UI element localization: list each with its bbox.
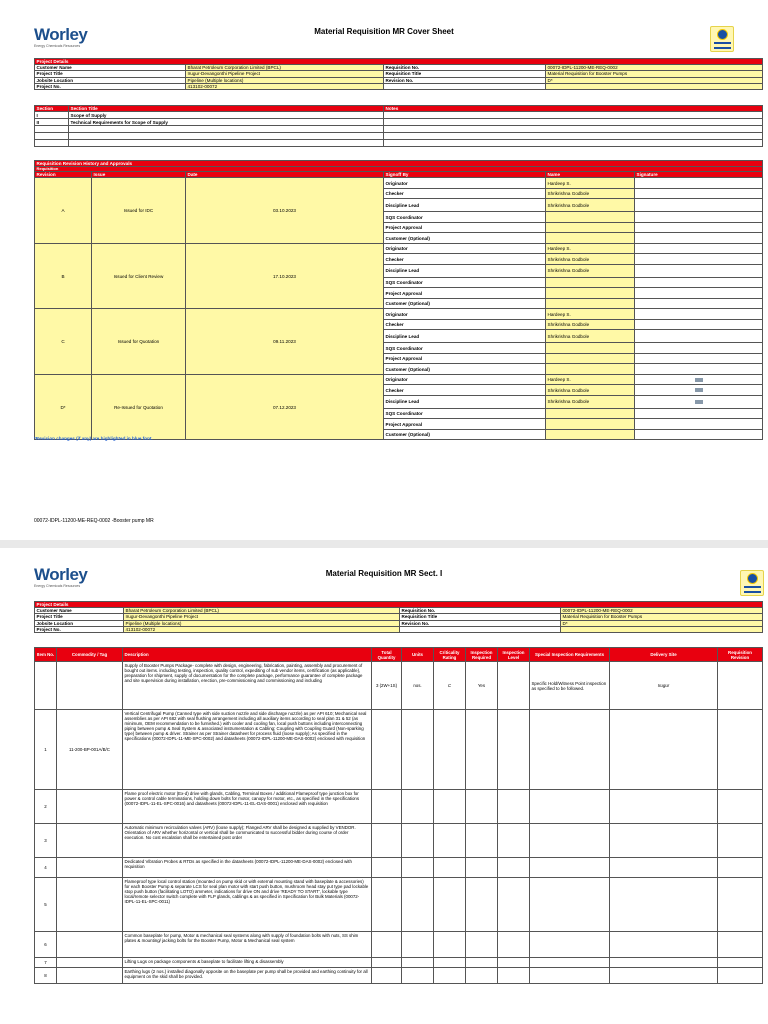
- section-row: [35, 126, 763, 133]
- signature-cell: [635, 353, 763, 364]
- item-delivery-site: [610, 932, 718, 958]
- item-special-inspection: [530, 958, 610, 968]
- item-units: [402, 824, 434, 858]
- revision-date: 09.11.2023: [186, 309, 384, 375]
- item-tag: [57, 958, 123, 968]
- item-inspection-required: [466, 968, 498, 984]
- revision-history-table: [34, 160, 763, 440]
- detail-label-2: Revision No.: [384, 77, 546, 83]
- page-title: Material Requisition MR Cover Sheet: [314, 27, 454, 36]
- signature-image-icon: [695, 378, 703, 382]
- item-inspection-level: [498, 790, 530, 824]
- signoff-role: SQS Coordinator: [384, 343, 546, 354]
- item-criticality: C: [434, 662, 466, 710]
- signature-cell: [635, 343, 763, 354]
- signature-cell: [635, 288, 763, 299]
- revision-code: B: [35, 243, 92, 309]
- item-tag: 11-200-BP-001A/B/C: [57, 710, 123, 790]
- inspection-level-col-header: Inspection Level: [498, 648, 530, 662]
- signoff-name: Hardeep S.: [546, 374, 635, 385]
- revision-code: D*: [35, 374, 92, 440]
- detail-value-2: D*: [561, 620, 763, 626]
- signoff-role: Project Approval: [384, 288, 546, 299]
- signoff-role: Discipline Lead: [384, 264, 546, 277]
- signoff-name: [546, 277, 635, 288]
- page-separator: [0, 540, 768, 548]
- signature-cell: [635, 298, 763, 309]
- signature-cell: [635, 264, 763, 277]
- item-delivery-site: [610, 710, 718, 790]
- signoff-role: Customer (Optional): [384, 429, 546, 440]
- qty-col-header: Total Quantity: [372, 648, 402, 662]
- item-delivery-site: [610, 790, 718, 824]
- signoff-name: [546, 288, 635, 299]
- section-title: Scope of Supply: [69, 112, 384, 119]
- history-header: Requisition Revision History and Approvals: [35, 161, 763, 167]
- section-notes: [384, 140, 763, 147]
- item-quantity: [372, 858, 402, 878]
- signoff-name: [546, 429, 635, 440]
- worley-logo-p2: Worley Energy Chemicals Resources: [34, 565, 88, 588]
- detail-value: Pipeline (Multiple locations): [186, 77, 384, 83]
- revision-code: C: [35, 309, 92, 375]
- signature-cell: [635, 212, 763, 223]
- issue-col-header-visible: Issue: [92, 172, 186, 178]
- item-number: 6: [35, 932, 57, 958]
- requisition-revision-col-header: Requisition Revision: [718, 648, 763, 662]
- units-col-header: Units: [402, 648, 434, 662]
- scope-item-row: [35, 968, 763, 984]
- item-description: Automatic minimum recirculation valves (ARV) (loose supply); Flanged ARV shall be designed & supplied by VENDOR. Orientation of ARV whether horizontal or vertical shall be communicated to successful bidder during course of order execution. No cost escalation shall be entertained post order: [123, 824, 372, 858]
- signoff-row: [35, 243, 763, 254]
- section-row: [35, 119, 763, 126]
- item-description: Dedicated Vibration Probes & RTDs as specified in the datasheets (00072-IDPL-11200-ME-DAS-0002) enclosed with requisition: [123, 858, 372, 878]
- special-inspection-col-header: Special Inspection Requirements: [530, 648, 610, 662]
- signature-cell: [635, 233, 763, 244]
- item-delivery-site: [610, 824, 718, 858]
- item-quantity: [372, 958, 402, 968]
- item-inspection-level: [498, 858, 530, 878]
- detail-label-2: Revision No.: [400, 620, 561, 626]
- item-revision: [718, 710, 763, 790]
- detail-label: Customer Name: [35, 608, 124, 614]
- item-inspection-required: [466, 932, 498, 958]
- item-delivery-site: Irugur: [610, 662, 718, 710]
- signature-cell: [635, 374, 763, 385]
- p2-project-details-header: Project Details: [35, 602, 763, 608]
- section-col-header: Section: [35, 106, 69, 112]
- commodity-col-header: Commodity / Tag: [57, 648, 123, 662]
- detail-value-2: 00072-IDPL-11200-ME-REQ-0002: [561, 608, 763, 614]
- signoff-role: Discipline Lead: [384, 395, 546, 408]
- detail-value-2: [546, 83, 763, 89]
- signature-cell: [635, 330, 763, 343]
- item-units: [402, 968, 434, 984]
- signoff-role: Customer (Optional): [384, 233, 546, 244]
- signoff-role: SQS Coordinator: [384, 277, 546, 288]
- detail-label: Project No.: [35, 83, 186, 89]
- item-inspection-required: [466, 878, 498, 932]
- detail-label: Customer Name: [35, 65, 186, 71]
- item-criticality: [434, 710, 466, 790]
- detail-label: Jobsite Location: [35, 620, 124, 626]
- item-tag: [57, 790, 123, 824]
- signoff-col-header: Signoff By: [384, 172, 546, 178]
- item-special-inspection: [530, 968, 610, 984]
- signature-cell: [635, 395, 763, 408]
- section-title: [69, 126, 384, 133]
- item-special-inspection: [530, 710, 610, 790]
- signoff-row: [35, 178, 763, 189]
- signoff-role: Discipline Lead: [384, 199, 546, 212]
- item-inspection-required: [466, 824, 498, 858]
- scope-item-row: [35, 858, 763, 878]
- item-quantity: [372, 710, 402, 790]
- item-number: 2: [35, 790, 57, 824]
- signoff-name: [546, 364, 635, 375]
- notes-col-header: Notes: [384, 106, 763, 112]
- revision-issue: Issued for Client Review: [92, 243, 186, 309]
- detail-label-2: Requisition Title: [384, 71, 546, 77]
- sections-table: [34, 105, 763, 147]
- item-inspection-level: [498, 932, 530, 958]
- signature-cell: [635, 364, 763, 375]
- signoff-role: Originator: [384, 309, 546, 320]
- item-tag: [57, 662, 123, 710]
- signature-cell: [635, 188, 763, 199]
- item-special-inspection: [530, 932, 610, 958]
- item-inspection-required: Yes: [466, 662, 498, 710]
- signoff-role: Project Approval: [384, 419, 546, 430]
- item-quantity: [372, 878, 402, 932]
- signoff-row: [35, 309, 763, 320]
- signature-cell: [635, 222, 763, 233]
- signoff-name: Shrikrishna Godbole: [546, 319, 635, 330]
- signoff-name: Hardeep S.: [546, 178, 635, 189]
- detail-label: Project Title: [35, 614, 124, 620]
- detail-label: Project No.: [35, 626, 124, 632]
- detail-value: 413102-00072: [124, 626, 400, 632]
- item-tag: [57, 824, 123, 858]
- item-special-inspection: [530, 824, 610, 858]
- item-units: [402, 858, 434, 878]
- signature-cell: [635, 243, 763, 254]
- revision-date: 17.10.2023: [186, 243, 384, 309]
- item-number: [35, 662, 57, 710]
- item-criticality: [434, 858, 466, 878]
- signature-cell: [635, 429, 763, 440]
- section-notes: [384, 112, 763, 119]
- item-criticality: [434, 824, 466, 858]
- revision-date: 07.12.2023: [186, 374, 384, 440]
- signoff-role: Project Approval: [384, 222, 546, 233]
- item-revision: [718, 824, 763, 858]
- detail-value: Bharat Petroleum Corporation Limited (BPCL): [124, 608, 400, 614]
- item-delivery-site: [610, 958, 718, 968]
- p1-project-details-header: Project Details: [35, 59, 763, 65]
- project-detail-row: [35, 83, 763, 89]
- section-notes: [384, 119, 763, 126]
- item-number: 8: [35, 968, 57, 984]
- section-one-page: [0, 548, 768, 1024]
- item-inspection-required: [466, 858, 498, 878]
- signature-cell: [635, 319, 763, 330]
- item-revision: [718, 790, 763, 824]
- item-description: Supply of Booster Pumps Package- complete with design, engineering, fabrication, painting, assembly and procurement of bought out items. including testing, inspection, quality control, expediting of sub vendor items, certification (as applicable), preparation for shipment, supply of documentation for the complete package, performance guarantee of complete package and site supervision during installation, erection, pre-commissioning and commissioning and including: [123, 662, 372, 710]
- signature-cell: [635, 385, 763, 396]
- history-subheader: Requisition: [35, 167, 763, 172]
- item-special-inspection: Specific Hold/Witness Point inspection as specified to be followed.: [530, 662, 610, 710]
- revision-col-header: Revision: [35, 172, 92, 178]
- section-notes: [384, 126, 763, 133]
- scope-items-table: [34, 647, 763, 984]
- item-number: 5: [35, 878, 57, 932]
- section-title: Technical Requirements for Scope of Supply: [69, 119, 384, 126]
- signoff-role: Discipline Lead: [384, 330, 546, 343]
- detail-label-2: Requisition No.: [384, 65, 546, 71]
- signoff-role: Checker: [384, 385, 546, 396]
- detail-value: Bharat Petroleum Corporation Limited (BPCL): [186, 65, 384, 71]
- signoff-name: Hardeep S.: [546, 309, 635, 320]
- revision-issue: Issued for Quotation: [92, 309, 186, 375]
- revision-note: *Revision changes (if any) are highlighted in blue font.: [34, 436, 153, 441]
- item-special-inspection: [530, 858, 610, 878]
- signature-cell: [635, 178, 763, 189]
- signoff-name: [546, 298, 635, 309]
- signoff-role: SQS Coordinator: [384, 408, 546, 419]
- item-number: 7: [35, 958, 57, 968]
- item-revision: [718, 958, 763, 968]
- footer-doc-ref: 00072-IDPL-11200-ME-REQ-0002 -Booster pump MR: [34, 518, 154, 524]
- item-criticality: [434, 878, 466, 932]
- scope-item-row: [35, 958, 763, 968]
- detail-value: Irugur-Devangonthi Pipeline Project: [186, 71, 384, 77]
- detail-value-2: D*: [546, 77, 763, 83]
- section-row: [35, 140, 763, 147]
- scope-item-row: [35, 932, 763, 958]
- signoff-name: Hardeep S.: [546, 243, 635, 254]
- item-inspection-level: [498, 958, 530, 968]
- section-number: II: [35, 119, 69, 126]
- scope-item-row: [35, 878, 763, 932]
- detail-label: Jobsite Location: [35, 77, 186, 83]
- page2-title: Material Requisition MR Sect. I: [325, 569, 443, 578]
- signoff-name: [546, 408, 635, 419]
- item-units: [402, 790, 434, 824]
- item-quantity: 3 (2W+1S): [372, 662, 402, 710]
- signoff-role: Checker: [384, 319, 546, 330]
- detail-label-2: [384, 83, 546, 89]
- item-quantity: [372, 790, 402, 824]
- project-detail-row: [35, 626, 763, 632]
- signature-image-icon: [695, 400, 703, 404]
- item-number: 1: [35, 710, 57, 790]
- item-number: 3: [35, 824, 57, 858]
- signoff-name: Shrikrishna Godbole: [546, 385, 635, 396]
- detail-label-2: [400, 626, 561, 632]
- item-description: Flame proof electric motor (Ex-d) drive with glands, Cabling, Terminal Boxes / additional Flameproof type junction box for power & control cable terminations, holding down bolts for motor, canopy for motor, etc., as specified in the specifications (00072-IDPL-11-EL-SPC-0016) and datasheets (00072-IDPL-11-EL-DAS-0001) enclosed with requisition: [123, 790, 372, 824]
- detail-value: Pipeline (Multiple locations): [124, 620, 400, 626]
- section-row: [35, 133, 763, 140]
- item-description: Vertical Centrifugal Pump (Canned type with side suction nozzle and side discharge nozzle) as per API 610; Mechanical seal assemblies as per API 682 with seal flushing arrangement including all auxiliary items according to seal plan 31 & 52 (as minimum, OEM recommendation to be furnished.) with cooler and cooling fan, local push buttons including interconnecting piping between pump & Seal System & associated instrumentation & Cabling; Coupling with Coupling Guard (Non-sparking type) between pump & driver. Strainer as per Strainer datasheet for process fluid (loose supply); As specified in the specifications (00072-IDPL-11-ME-SPC-0002) and datasheets (00072-IDPL-11200-ME-DAS-0002) enclosed with requisition: [123, 710, 372, 790]
- item-units: nos.: [402, 662, 434, 710]
- item-quantity: [372, 968, 402, 984]
- item-delivery-site: [610, 878, 718, 932]
- item-special-inspection: [530, 790, 610, 824]
- signature-cell: [635, 419, 763, 430]
- signoff-role: Originator: [384, 243, 546, 254]
- item-units: [402, 878, 434, 932]
- detail-value-2: [561, 626, 763, 632]
- signature-cell: [635, 254, 763, 265]
- revision-code: A: [35, 178, 92, 244]
- detail-label-2: Requisition No.: [400, 608, 561, 614]
- signoff-name: Shrikrishna Godbole: [546, 199, 635, 212]
- item-inspection-required: [466, 790, 498, 824]
- signature-col-header: Signature: [635, 172, 763, 178]
- delivery-site-col-header: Delivery Site: [610, 648, 718, 662]
- signoff-name: [546, 222, 635, 233]
- item-criticality: [434, 958, 466, 968]
- item-criticality: [434, 790, 466, 824]
- item-criticality: [434, 968, 466, 984]
- signoff-name: Shrikrishna Godbole: [546, 395, 635, 408]
- name-col-header: Name: [546, 172, 635, 178]
- item-description: Common baseplate for pump, Motor & mechanical seal systems along with supply of foundation bolts with nuts, SS shim plates & mounting/ jacking bolts for the Booster Pump, Motor & Mechanical seal system: [123, 932, 372, 958]
- item-revision: [718, 932, 763, 958]
- revision-issue: Issued for IDC: [92, 178, 186, 244]
- item-inspection-level: [498, 968, 530, 984]
- item-units: [402, 932, 434, 958]
- item-no-col-header: Item No.: [35, 648, 57, 662]
- detail-value-2: 00072-IDPL-11200-ME-REQ-0002: [546, 65, 763, 71]
- signoff-role: Checker: [384, 254, 546, 265]
- scope-item-row: [35, 662, 763, 710]
- item-inspection-required: [466, 710, 498, 790]
- signoff-name: [546, 353, 635, 364]
- detail-value: Irugur-Devangonthi Pipeline Project: [124, 614, 400, 620]
- signoff-name: Shrikrishna Godbole: [546, 254, 635, 265]
- signoff-name: [546, 343, 635, 354]
- item-delivery-site: [610, 858, 718, 878]
- item-revision: [718, 662, 763, 710]
- item-description: Lifting Lugs on package components & baseplate to facilitate lifting & disassembly: [123, 958, 372, 968]
- scope-item-row: [35, 710, 763, 790]
- detail-value-2: Material Requisition for Booster Pumps: [561, 614, 763, 620]
- item-revision: [718, 858, 763, 878]
- signoff-name: Shrikrishna Godbole: [546, 188, 635, 199]
- project-details-table: [34, 58, 763, 90]
- signoff-role: Customer (Optional): [384, 364, 546, 375]
- item-criticality: [434, 932, 466, 958]
- detail-value: 413102-00072: [186, 83, 384, 89]
- signature-cell: [635, 309, 763, 320]
- item-special-inspection: [530, 878, 610, 932]
- item-tag: [57, 968, 123, 984]
- item-quantity: [372, 824, 402, 858]
- item-description: Earthing lugs (2 nos.) installed diagonally opposite on the baseplate per pump shall be provided and earthing continuity for all equipment on the skid shall be provided.: [123, 968, 372, 984]
- project-details-table-p2: [34, 601, 763, 633]
- item-tag: [57, 878, 123, 932]
- signoff-name: Shrikrishna Godbole: [546, 264, 635, 277]
- signoff-row: [35, 374, 763, 385]
- item-revision: [718, 968, 763, 984]
- item-tag: [57, 858, 123, 878]
- section-row: [35, 112, 763, 119]
- inspection-required-col-header: Inspection Required: [466, 648, 498, 662]
- revision-issue: Re-Issued for Quotation: [92, 374, 186, 440]
- item-delivery-site: [610, 968, 718, 984]
- item-description: Flameproof type local control station (mounted on pump skid or with external mounting stand with baseplate & accessories) for each Booster Pump & separate LCS for seal plan motor with start push button, mushroom head stay put type pad lockable stop push button (facilitating LOTO) ammeter, indications for drive ON and drive 'READY TO START', lockable type local/remote selector switch complete with FLP glands, cablings & as specified in Specification for Bulk Materials (00072-IDPL-11-EL-SPC-0011): [123, 878, 372, 932]
- signoff-role: Originator: [384, 374, 546, 385]
- item-quantity: [372, 932, 402, 958]
- section-title: [69, 140, 384, 147]
- signoff-role: Project Approval: [384, 353, 546, 364]
- signoff-name: Shrikrishna Godbole: [546, 330, 635, 343]
- item-revision: [718, 878, 763, 932]
- signature-image-icon: [695, 388, 703, 392]
- detail-label: Project Title: [35, 71, 186, 77]
- item-units: [402, 958, 434, 968]
- section-number: [35, 140, 69, 147]
- signature-cell: [635, 408, 763, 419]
- section-number: I: [35, 112, 69, 119]
- item-number: 4: [35, 858, 57, 878]
- item-inspection-level: [498, 824, 530, 858]
- section-number: [35, 133, 69, 140]
- signoff-role: Checker: [384, 188, 546, 199]
- signoff-name: [546, 419, 635, 430]
- scope-item-row: [35, 790, 763, 824]
- section-number: [35, 126, 69, 133]
- section-title-col-header: Section Title: [69, 106, 384, 112]
- signoff-name: [546, 233, 635, 244]
- item-inspection-required: [466, 958, 498, 968]
- item-tag: [57, 932, 123, 958]
- date-col-header: Date: [186, 172, 384, 178]
- item-inspection-level: [498, 662, 530, 710]
- scope-item-row: [35, 824, 763, 858]
- detail-label-2: Requisition Title: [400, 614, 561, 620]
- item-inspection-level: [498, 878, 530, 932]
- criticality-col-header: Criticality Rating: [434, 648, 466, 662]
- signature-cell: [635, 277, 763, 288]
- bpcl-logo-icon: [710, 26, 734, 52]
- signoff-role: Originator: [384, 178, 546, 189]
- revision-date: 03.10.2023: [186, 178, 384, 244]
- signoff-role: Customer (Optional): [384, 298, 546, 309]
- section-title: [69, 133, 384, 140]
- detail-value-2: Material Requisition for Booster Pumps: [546, 71, 763, 77]
- signoff-role: SQS Coordinator: [384, 212, 546, 223]
- signoff-name: [546, 212, 635, 223]
- item-inspection-level: [498, 710, 530, 790]
- section-notes: [384, 133, 763, 140]
- item-units: [402, 710, 434, 790]
- bpcl-logo-icon-p2: [740, 570, 764, 596]
- worley-logo: Worley Energy Chemicals Resources: [34, 25, 88, 48]
- description-col-header: Description: [123, 648, 372, 662]
- signature-cell: [635, 199, 763, 212]
